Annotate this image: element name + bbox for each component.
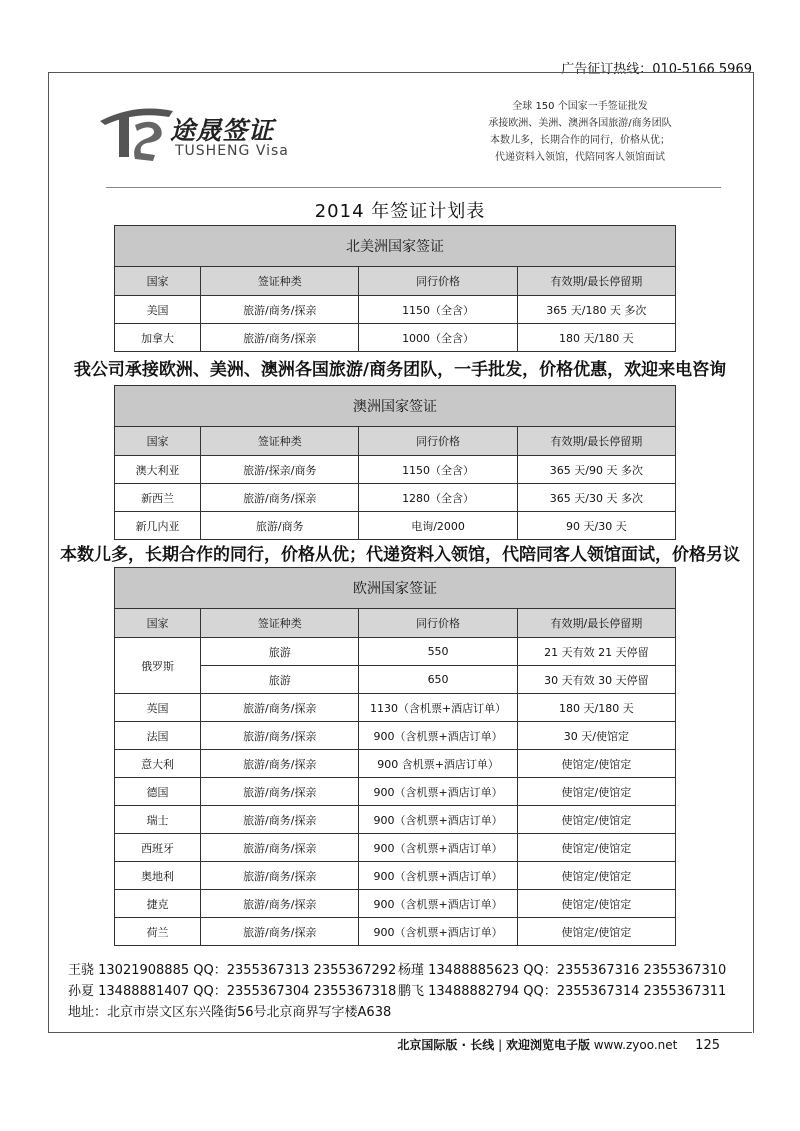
table-row [115,806,676,834]
section-title: 北美洲国家签证 [115,226,676,267]
column-header: 有效期/最长停留期 [517,609,675,638]
table-row [115,918,676,946]
price-cell: 900（含机票+酒店订单） [359,890,517,918]
validity-cell: 180 天/180 天 [517,694,675,722]
ad-hotline: 广告征订热线：010-5166 5969 [561,62,752,77]
country-cell: 新西兰 [115,484,201,512]
country-cell: 新几内亚 [115,512,201,540]
footer-site[interactable]: www.zyoo.net [593,1038,678,1052]
visa-type-cell: 旅游/商务 [201,512,359,540]
table-row [115,638,676,666]
price-cell: 1130（含机票+酒店订单） [359,694,517,722]
country-cell: 英国 [115,694,201,722]
country-cell: 加拿大 [115,324,201,352]
section-title: 欧洲国家签证 [115,568,676,609]
footer-welcome: 欢迎浏览电子版 [505,1038,590,1052]
contact-row [68,981,726,1002]
slogan-line: 全球 150 个国家一手签证批发 [512,101,648,112]
price-cell: 900（含机票+酒店订单） [359,862,517,890]
column-header: 国家 [115,267,201,296]
country-cell: 德国 [115,778,201,806]
column-header: 签证种类 [201,609,359,638]
table-row [115,324,676,352]
validity-cell: 使馆定/使馆定 [517,806,675,834]
oceania-table [114,385,676,540]
slogan-line: 承接欧洲、美洲、澳洲各国旅游/商务团队 [488,118,672,129]
visa-type-cell: 旅游/商务/探亲 [201,862,359,890]
contact-block [68,960,726,1023]
visa-type-cell: 旅游 [201,638,359,666]
price-cell: 1280（全含） [359,484,517,512]
country-cell: 法国 [115,722,201,750]
contact-row [68,960,726,981]
slogan-line: 代递资料入领馆，代陪同客人领馆面试 [495,152,665,163]
validity-cell: 使馆定/使馆定 [517,834,675,862]
promo-banner: 本数儿多，长期合作的同行，价格从优；代递资料入领馆，代陪同客人领馆面试，价格另议 [60,545,740,565]
table-row [115,750,676,778]
ts-logo-icon [95,103,175,165]
price-cell: 650 [359,666,517,694]
validity-cell: 使馆定/使馆定 [517,918,675,946]
visa-type-cell: 旅游/商务/探亲 [201,694,359,722]
country-cell: 美国 [115,296,201,324]
column-header: 有效期/最长停留期 [517,427,675,456]
visa-type-cell: 旅游/商务/探亲 [201,806,359,834]
column-header: 国家 [115,609,201,638]
page-footer: 北京国际版 · 长线 | 欢迎浏览电子版 www.zyoo.net 125 [397,1038,720,1053]
contact-entry: 鹏飞 13488882794 QQ：2355367314 2355367311 [398,984,727,999]
visa-type-cell: 旅游/商务/探亲 [201,722,359,750]
column-header: 国家 [115,427,201,456]
visa-type-cell: 旅游/商务/探亲 [201,918,359,946]
validity-cell: 365 天/180 天 多次 [517,296,675,324]
table-row [115,722,676,750]
visa-type-cell: 旅游/探亲/商务 [201,456,359,484]
price-cell: 900（含机票+酒店订单） [359,722,517,750]
table-row [115,890,676,918]
country-cell: 澳大利亚 [115,456,201,484]
logo-english: TUSHENG Visa [175,143,289,159]
visa-type-cell: 旅游 [201,666,359,694]
column-header: 同行价格 [359,427,517,456]
contact-entry: 孙夏 13488881407 QQ：2355367304 2355367318 [68,984,397,999]
column-header: 同行价格 [359,609,517,638]
visa-type-cell: 旅游/商务/探亲 [201,778,359,806]
price-cell: 1150（全含） [359,296,517,324]
price-cell: 1000（全含） [359,324,517,352]
validity-cell: 30 天有效 30 天停留 [517,666,675,694]
price-cell: 900（含机票+酒店订单） [359,806,517,834]
footer-divider [48,1032,752,1033]
contact-entry: 王骁 13021908885 QQ：2355367313 2355367292 [68,963,397,978]
validity-cell: 21 天有效 21 天停留 [517,638,675,666]
validity-cell: 使馆定/使馆定 [517,778,675,806]
price-cell: 900 含机票+酒店订单） [359,750,517,778]
contact-entry: 杨瑾 13488885623 QQ：2355367316 2355367310 [398,963,727,978]
visa-type-cell: 旅游/商务/探亲 [201,834,359,862]
company-logo [95,103,345,165]
table-row [115,778,676,806]
validity-cell: 30 天/使馆定 [517,722,675,750]
address: 地址：北京市崇文区东兴隆街56号北京商界写字楼A638 [68,1005,392,1020]
country-cell: 西班牙 [115,834,201,862]
visa-type-cell: 旅游/商务/探亲 [201,296,359,324]
table-row [115,484,676,512]
validity-cell: 使馆定/使馆定 [517,862,675,890]
price-cell: 900（含机票+酒店订单） [359,778,517,806]
table-row [115,456,676,484]
page-number: 125 [695,1038,720,1053]
country-cell: 奥地利 [115,862,201,890]
visa-type-cell: 旅游/商务/探亲 [201,890,359,918]
column-header: 签证种类 [201,267,359,296]
validity-cell: 使馆定/使馆定 [517,890,675,918]
section-title: 澳洲国家签证 [115,386,676,427]
promo-banner: 我公司承接欧洲、美洲、澳洲各国旅游/商务团队，一手批发，价格优惠，欢迎来电咨询 [73,360,727,380]
country-cell: 俄罗斯 [115,638,201,694]
visa-type-cell: 旅游/商务/探亲 [201,484,359,512]
table-row [115,862,676,890]
validity-cell: 90 天/30 天 [517,512,675,540]
table-row [115,512,676,540]
north-america-table [114,225,676,352]
price-cell: 900（含机票+酒店订单） [359,834,517,862]
validity-cell: 365 天/90 天 多次 [517,456,675,484]
page-title: 2014 年签证计划表 [314,201,486,222]
europe-table [114,567,676,946]
slogan-block [455,98,705,166]
price-cell: 电询/2000 [359,512,517,540]
table-row [115,296,676,324]
price-cell: 550 [359,638,517,666]
column-header: 有效期/最长停留期 [517,267,675,296]
price-cell: 1150（全含） [359,456,517,484]
logo-name: 途晟签证 [170,116,275,145]
country-cell: 荷兰 [115,918,201,946]
column-header: 签证种类 [201,427,359,456]
footer-section: 北京国际版 · 长线 [397,1038,495,1052]
header-divider [106,187,721,188]
slogan-line: 本数儿多，长期合作的同行，价格从优； [490,135,670,146]
validity-cell: 180 天/180 天 [517,324,675,352]
table-row [115,694,676,722]
visa-type-cell: 旅游/商务/探亲 [201,750,359,778]
country-cell: 捷克 [115,890,201,918]
column-header: 同行价格 [359,267,517,296]
country-cell: 意大利 [115,750,201,778]
validity-cell: 365 天/30 天 多次 [517,484,675,512]
visa-type-cell: 旅游/商务/探亲 [201,324,359,352]
validity-cell: 使馆定/使馆定 [517,750,675,778]
table-row [115,834,676,862]
price-cell: 900（含机票+酒店订单） [359,918,517,946]
country-cell: 瑞士 [115,806,201,834]
